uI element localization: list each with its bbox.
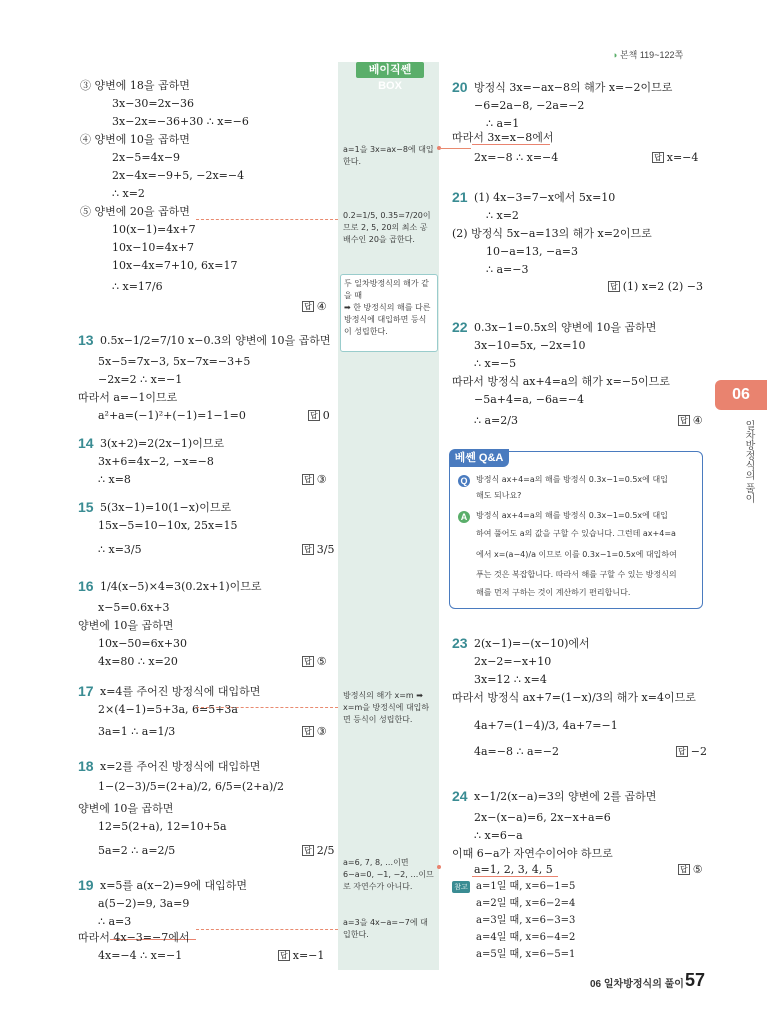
- left-line: ∴ x=17/6: [112, 280, 163, 293]
- answer-16: [302, 655, 327, 669]
- box-note-4: 방정식의 해가 x=m ➡ x=m을 방정식에 대입하면 등식이 성립한다.: [343, 691, 430, 724]
- qa-answer-line: 푸는 것은 복잡합니다. 따라서 해를 구할 수 있는 방정식의: [476, 570, 677, 579]
- answer-13: [308, 409, 330, 423]
- left-line: 따라서 a=−1이므로: [78, 391, 178, 404]
- right-line: ∴ a=1: [486, 117, 520, 130]
- problem-number: 24: [452, 788, 468, 804]
- problem-number: 13: [78, 332, 94, 348]
- problem-number: 15: [78, 499, 94, 515]
- qa-question-line: 해도 되나요?: [476, 491, 522, 500]
- left-line: ∴ a=3: [98, 915, 132, 928]
- answer-22: [678, 414, 703, 428]
- box-note-6: a=3을 4x−a=−7에 대입한다.: [343, 918, 428, 939]
- problem-number: 21: [452, 189, 468, 205]
- right-line: 방정식 3x=−ax−8의 해가 x=−2이므로: [474, 81, 673, 94]
- problem-number: 18: [78, 758, 94, 774]
- right-line: 2x=−8 ∴ x=−4: [474, 151, 559, 164]
- qa-answer-line: 에서 x=(a−4)/a 이므로 이를 0.3x−1=0.5x에 대입하여: [476, 550, 677, 559]
- left-line: −2x=2 ∴ x=−1: [98, 373, 183, 386]
- book-ref-text: 본책 119~122쪽: [619, 50, 684, 60]
- connector-13: [196, 219, 338, 220]
- right-line: ∴ a=2/3: [474, 414, 518, 427]
- left-line: ∴ x=8: [98, 473, 131, 486]
- left-line: ③ 양변에 18을 곱하면: [80, 79, 190, 92]
- box-note-1: a=1을 3x=ax−8에 대입한다.: [343, 145, 434, 166]
- right-line: 이때 6−a가 자연수이어야 하므로: [452, 847, 613, 860]
- question-icon: Q: [458, 475, 470, 487]
- connector-20: [441, 148, 471, 149]
- left-line: 양변에 10을 곱하면: [78, 619, 174, 632]
- box-note-5: a=6, 7, 8, …이면 6−a=0, −1, −2, …이므로 자연수가 아니다.: [343, 858, 434, 891]
- problem-number: 16: [78, 578, 94, 594]
- right-line: ∴ x=6−a: [474, 829, 523, 842]
- answer-value: 0: [322, 409, 330, 422]
- right-line: 4a+7=(1−4)/3, 4a+7=−1: [474, 719, 618, 732]
- connector-dot-24: [437, 865, 441, 869]
- answer-value: (1) x=2 (2) −3: [622, 280, 704, 293]
- right-line: 2(x−1)=−(x−10)에서: [474, 637, 590, 650]
- left-line: 10(x−1)=4x+7: [112, 223, 196, 236]
- answer-14: [302, 473, 327, 487]
- left-line: 양변에 10을 곱하면: [78, 802, 174, 815]
- answer-value: ⑤: [692, 863, 703, 876]
- left-line: 10x−10=4x+7: [112, 241, 195, 254]
- right-line: a=1일 때, x=6−1=5: [476, 881, 576, 892]
- qa-answer-line: 하여 풀어도 a의 값을 구할 수 있습니다. 그런데 ax+4=a: [476, 529, 676, 538]
- right-line: 4a=−8 ∴ a=−2: [474, 745, 559, 758]
- answer-icon: 답: [680, 416, 688, 425]
- answer-icon: 답: [678, 747, 686, 756]
- answer-24: [678, 863, 703, 877]
- answer-value: 3/5: [316, 543, 335, 556]
- answer-value: ⑤: [316, 655, 327, 668]
- answer-23: [676, 745, 707, 759]
- right-line: a=1, 2, 3, 4, 5: [474, 863, 553, 876]
- answer-icon: 답: [304, 846, 312, 855]
- answer-icon: 답: [304, 727, 312, 736]
- right-line: ∴ a=−3: [486, 263, 529, 276]
- answer-value: ③: [316, 473, 327, 486]
- box-note-2: 0.2=1/5, 0.35=7/20이므로 2, 5, 20의 최소 공배수인 20을 곱한다.: [343, 211, 431, 244]
- left-line: 10x−4x=7+10, 6x=17: [112, 259, 238, 272]
- left-line: x=2를 주어진 방정식에 대입하면: [100, 760, 261, 773]
- answer-17: [302, 725, 327, 739]
- answer-icon: 답: [304, 657, 312, 666]
- answer-icon: 답: [310, 411, 318, 420]
- page-ref-icon: ◑: [612, 50, 618, 60]
- left-line: 1/4(x−5)×4=3(0.2x+1)이므로: [100, 580, 262, 593]
- qa-answer-line: 방정식 ax+4=a의 해를 방정식 0.3x−1=0.5x에 대입: [476, 511, 668, 520]
- left-line: 5a=2 ∴ a=2/5: [98, 844, 176, 857]
- left-line: 1−(2−3)/5=(2+a)/2, 6/5=(2+a)/2: [98, 780, 284, 793]
- answer-icon: 답: [654, 153, 662, 162]
- connector-19: [196, 929, 338, 930]
- answer-icon: 답: [680, 865, 688, 874]
- right-line: −5a+4=a, −6a=−4: [474, 393, 584, 406]
- left-line: a(5−2)=9, 3a=9: [98, 897, 190, 910]
- problem-number: 14: [78, 435, 94, 451]
- right-line: 3x−10=5x, −2x=10: [474, 339, 586, 352]
- right-line: a=2일 때, x=6−2=4: [476, 898, 576, 909]
- answer-12: [302, 300, 327, 314]
- left-line: a²+a=(−1)²+(−1)=1−1=0: [98, 409, 246, 422]
- left-line: ∴ x=2: [112, 187, 145, 200]
- problem-number: 17: [78, 683, 94, 699]
- answer-value: ④: [692, 414, 703, 427]
- answer-a-icon: A: [458, 511, 470, 523]
- answer-value: ④: [316, 300, 327, 313]
- qa-title: 베쎈 Q&A: [449, 449, 509, 467]
- right-line: (1) 4x−3=7−x에서 5x=10: [474, 191, 616, 204]
- left-line: 12=5(2+a), 12=10+5a: [98, 820, 227, 833]
- answer-icon: 답: [280, 951, 288, 960]
- answer-21: [608, 280, 703, 294]
- right-line: 2x−2=−x+10: [474, 655, 552, 668]
- problem-number: 23: [452, 635, 468, 651]
- chapter-tab[interactable]: 06: [715, 380, 767, 410]
- right-line: 2x−(x−a)=6, 2x−x+a=6: [474, 811, 611, 824]
- left-line: ∴ x=3/5: [98, 543, 142, 556]
- left-line: 4x=80 ∴ x=20: [98, 655, 178, 668]
- box-note-3-body: ➡ 한 방정식의 해를 다른 방정식에 대입하면 등식이 성립한다.: [344, 303, 431, 336]
- answer-icon: 답: [304, 302, 312, 311]
- left-line: 3(x+2)=2(2x−1)이므로: [100, 437, 225, 450]
- qa-question-line: 방정식 ax+4=a의 해를 방정식 0.3x−1=0.5x에 대입: [476, 475, 668, 484]
- problem-number: 19: [78, 877, 94, 893]
- left-line: ⑤ 양변에 20을 곱하면: [80, 205, 190, 218]
- left-line: 따라서 4x−3=−7에서: [78, 931, 190, 944]
- qa-answer-line: 해를 먼저 구하는 것이 계산하기 편리합니다.: [476, 588, 631, 597]
- left-line: 2×(4−1)=5+3a, 6=5+3a: [98, 703, 238, 716]
- left-line: 0.5x−1/2=7/10 x−0.3의 양변에 10을 곱하면: [100, 334, 331, 347]
- right-line: ∴ x=2: [486, 209, 519, 222]
- problem-number: 20: [452, 79, 468, 95]
- right-line: 3x=12 ∴ x=4: [474, 673, 547, 686]
- right-line: 0.3x−1=0.5x의 양변에 10을 곱하면: [474, 321, 657, 334]
- left-line: ④ 양변에 10을 곱하면: [80, 133, 190, 146]
- answer-18: [302, 844, 334, 858]
- basic-box-title: 베이직쎈 BOX: [356, 62, 424, 78]
- answer-20: [652, 151, 698, 165]
- answer-icon: 답: [610, 282, 618, 291]
- left-line: 5x−5=7x−3, 5x−7x=−3+5: [98, 355, 251, 368]
- left-line: 10x−50=6x+30: [98, 637, 188, 650]
- answer-value: x=−1: [292, 949, 325, 962]
- answer-icon: 답: [304, 475, 312, 484]
- problem-number: 22: [452, 319, 468, 335]
- answer-value: x=−4: [666, 151, 699, 164]
- left-line: 15x−5=10−10x, 25x=15: [98, 519, 238, 532]
- left-line: x−5=0.6x+3: [98, 601, 170, 614]
- left-line: x=4를 주어진 방정식에 대입하면: [100, 685, 261, 698]
- book-ref: [612, 48, 683, 61]
- left-line: 3a=1 ∴ a=1/3: [98, 725, 176, 738]
- left-line: 3x+6=4x−2, −x=−8: [98, 455, 214, 468]
- left-line: 3x−30=2x−36: [112, 97, 195, 110]
- answer-19: [278, 949, 324, 963]
- answer-15: [302, 543, 334, 557]
- right-line: ∴ x=−5: [474, 357, 517, 370]
- page-number: 57: [685, 970, 706, 990]
- right-line: 따라서 방정식 ax+7=(1−x)/3의 해가 x=4이므로: [452, 691, 696, 704]
- right-line: 따라서 방정식 ax+4=a의 해가 x=−5이므로: [452, 375, 670, 388]
- answer-value: ③: [316, 725, 327, 738]
- left-line: 5(3x−1)=10(1−x)이므로: [100, 501, 232, 514]
- right-line: x−1/2(x−a)=3의 양변에 2를 곱하면: [474, 790, 657, 803]
- answer-value: 2/5: [316, 844, 335, 857]
- left-line: x=5를 a(x−2)=9에 대입하면: [100, 879, 247, 892]
- basic-box-column: [338, 62, 439, 970]
- right-line: 따라서 3x=x−8에서: [452, 131, 554, 144]
- right-line: 10−a=13, −a=3: [486, 245, 578, 258]
- answer-icon: 답: [304, 545, 312, 554]
- right-line: (2) 방정식 5x−a=13의 해가 x=2이므로: [452, 227, 652, 240]
- box-note-3-title: 두 일차방정식의 해가 같을 때: [344, 279, 429, 300]
- right-line: a=3일 때, x=6−3=3: [476, 915, 576, 926]
- left-line: 2x−4x=−9+5, −2x=−4: [112, 169, 245, 182]
- chapter-vertical-title: 일차방정식의 풀이: [743, 420, 754, 504]
- right-line: a=5일 때, x=6−5=1: [476, 949, 576, 960]
- left-line: 4x=−4 ∴ x=−1: [98, 949, 183, 962]
- right-line: a=4일 때, x=6−4=2: [476, 932, 576, 943]
- left-line: 3x−2x=−36+30 ∴ x=−6: [112, 115, 249, 128]
- reference-badge: 참고: [452, 881, 470, 893]
- answer-value: −2: [690, 745, 707, 758]
- right-line: −6=2a−8, −2a=−2: [474, 99, 585, 112]
- left-line: 2x−5=4x−9: [112, 151, 181, 164]
- footer-chapter: 06 일차방정식의 풀이: [590, 979, 684, 990]
